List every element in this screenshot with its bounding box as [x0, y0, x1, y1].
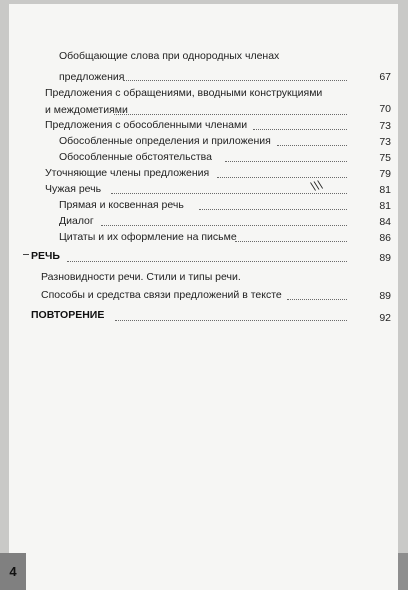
toc-page-number: 81: [379, 184, 391, 196]
toc-entry: [41, 270, 241, 284]
toc-entry-line: Разновидности речи. Стили и типы речи.: [41, 271, 241, 283]
toc-entry: [45, 182, 101, 196]
page-edge-strip: [398, 553, 408, 590]
dot-leader: [277, 145, 347, 146]
dot-leader: [199, 209, 347, 210]
toc-entry: [59, 150, 212, 164]
toc-entry-line: Обособленные определения и приложения: [59, 135, 271, 147]
toc-entry-line: предложения: [59, 71, 125, 83]
section-title: РЕЧЬ: [31, 250, 60, 262]
toc-entry-line: Предложения с обращениями, вводными конструкциями: [45, 87, 323, 99]
toc-entry: [59, 198, 184, 212]
book-page: [9, 4, 398, 590]
page-number: 4: [9, 564, 17, 579]
toc-entry-line: Обособленные обстоятельства: [59, 151, 212, 163]
section-divider: [23, 254, 29, 255]
section-page-number: 92: [379, 312, 391, 324]
dot-leader: [253, 129, 347, 130]
toc-entry: [59, 214, 94, 228]
toc-page-number: 70: [379, 103, 391, 115]
toc-entry-line: Уточняющие члены предложения: [45, 167, 210, 179]
toc-page-number: 84: [379, 216, 391, 228]
dot-leader: [115, 320, 347, 321]
toc-page-number: 75: [379, 152, 391, 164]
pencil-mark: \\\: [309, 177, 324, 194]
dot-leader: [101, 225, 347, 226]
toc-page-number: 86: [379, 232, 391, 244]
toc-page-number: 73: [379, 136, 391, 148]
toc-entry-line: Цитаты и их оформление на письме: [59, 231, 237, 243]
dot-leader: [114, 114, 347, 115]
dot-leader: [287, 299, 347, 300]
section-page-number: 89: [379, 252, 391, 264]
dot-leader: [111, 193, 347, 194]
dot-leader: [235, 241, 347, 242]
toc-page-number: 73: [379, 120, 391, 132]
section-title: ПОВТОРЕНИЕ: [31, 309, 105, 321]
page-number-box: [0, 553, 26, 590]
toc-entry-line: и междометиями: [45, 104, 128, 116]
toc-entry-line: Предложения с обособленными членами: [45, 119, 248, 131]
toc-entry-line: Прямая и косвенная речь: [59, 199, 184, 211]
toc-entry-line: Диалог: [59, 215, 94, 227]
toc-entry: [45, 166, 209, 180]
dot-leader: [217, 177, 347, 178]
toc-page-number: 89: [379, 290, 391, 302]
toc-entry: [45, 118, 247, 132]
toc-entry: [59, 134, 271, 148]
dot-leader: [67, 261, 347, 262]
toc-entry: [59, 230, 237, 244]
toc-page-number: 81: [379, 200, 391, 212]
dot-leader: [225, 161, 347, 162]
toc-entry-line: Чужая речь: [45, 183, 102, 195]
toc-page-number: 67: [379, 71, 391, 83]
toc-entry: [59, 49, 279, 84]
toc-entry-line: Обобщающие слова при однородных членах: [59, 50, 280, 62]
dot-leader: [123, 80, 347, 81]
toc-page-number: 79: [379, 168, 391, 180]
toc-entry: [41, 288, 282, 302]
toc-entry-line: Способы и средства связи предложений в тексте: [41, 289, 282, 301]
toc-entry: [45, 86, 322, 117]
